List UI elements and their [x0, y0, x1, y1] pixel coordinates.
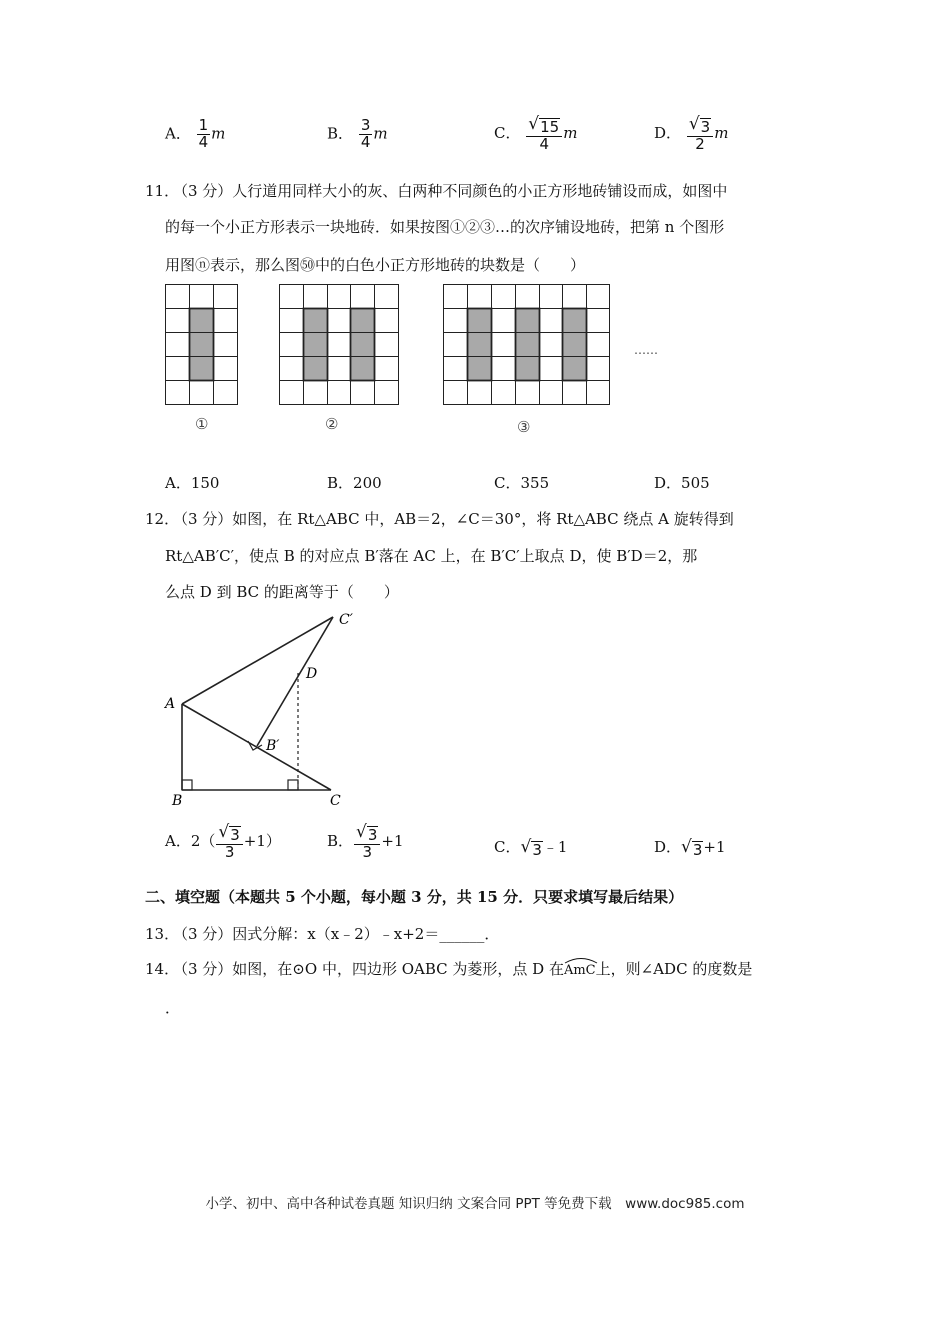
sqrt: √ 3: [356, 822, 378, 844]
fraction: √ 15 4: [526, 116, 562, 152]
q14-line1: （3 分）如图，在⊙O 中，四边形 OABC 为菱形，点 D 在 AmC上，则∠ADC 的度数是: [173, 958, 752, 979]
q12-option-b: B． √ 3 3 +1: [327, 822, 404, 861]
option-label: C．: [494, 124, 521, 143]
q12-option-c: C． √ 3 ﹣1: [494, 837, 568, 859]
q10-option-c: [494, 116, 577, 152]
q11-number: 11．: [145, 182, 180, 200]
figure-label-2: ②: [325, 415, 339, 433]
q11-option-a: A．150: [165, 474, 220, 492]
arc-cap-icon: [564, 956, 598, 964]
unit: m: [211, 124, 226, 143]
tile-figure-2: [280, 285, 399, 405]
fraction: √ 3 2: [687, 116, 713, 152]
segment-ac: [182, 704, 331, 790]
q11-line3: 用图ⓝ表示，那么图㊿中的白色小正方形地砖的块数是（ ）: [165, 256, 586, 274]
sqrt: √ 3: [681, 837, 703, 859]
q11-tile-figures: [160, 280, 680, 440]
point-label-d: D: [306, 666, 318, 682]
q12-option-a: A．2（ √ 3 3 +1）: [165, 822, 281, 861]
q11-option-c: C．355: [494, 474, 550, 492]
sqrt: √ 3: [688, 114, 711, 136]
q12-number: 12．: [145, 510, 180, 528]
tile-figure-1: [166, 285, 238, 405]
page-footer: 小学、初中、高中各种试卷真题 知识归纳 文案合同 PPT 等免费下载 www.doc985.com: [205, 1196, 745, 1212]
q12-line1: （3 分）如图，在 Rt△ABC 中，AB＝2，∠C＝30°，将 Rt△ABC 绕点 A 旋转得到: [173, 510, 734, 528]
fraction: √ 3 3: [354, 824, 380, 860]
option-label: A．: [165, 124, 191, 143]
section-2-title: 二、填空题（本题共 5 个小题，每小题 3 分，共 15 分．只要求填写最后结果）: [145, 888, 684, 906]
unit: m: [373, 124, 388, 143]
segment-b-prime-c-prime: [257, 617, 333, 746]
right-angle-foot: [288, 780, 298, 790]
q11-option-d: D．505: [654, 474, 710, 492]
q10-option-a: [165, 118, 225, 151]
q14-number: 14．: [145, 960, 180, 978]
point-label-a: A: [165, 696, 176, 712]
right-angle-b: [182, 780, 192, 790]
q14-line2: ．: [165, 999, 181, 1017]
q10-option-b: [327, 118, 388, 151]
q11-line1: （3 分）人行道用同样大小的灰、白两种不同颜色的小正方形地砖铺设而成，如图中: [173, 182, 728, 200]
sqrt: √ 3: [520, 837, 542, 859]
tile-figure-3: [444, 285, 610, 405]
point-label-b-prime: B′: [266, 738, 280, 754]
q12-triangle-figure: [160, 605, 380, 815]
q13-text: （3 分）因式分解：x（x﹣2）﹣x+2＝______．: [173, 925, 500, 943]
q12-option-d: D． √ 3 +1: [654, 837, 726, 859]
fraction: $\frac{1}{4}$: [198, 116, 209, 151]
q11-line2: 的每一个小正方形表示一块地砖．如果按图①②③…的次序铺设地砖，把第 n 个图形: [165, 218, 725, 236]
q11-option-b: B．200: [327, 474, 382, 492]
figure-label-3: ③: [517, 418, 531, 436]
q10-option-d: [654, 116, 728, 152]
option-label: D．: [654, 124, 682, 143]
q13-number: 13．: [145, 925, 180, 943]
option-label: B．: [327, 124, 354, 143]
unit: m: [563, 124, 578, 143]
sqrt: √ 3: [218, 822, 240, 844]
sqrt: √ 15: [528, 114, 560, 136]
fraction: $\frac{3}{4}$: [360, 116, 371, 151]
arc-symbol: AmC: [564, 959, 596, 978]
q12-line3: 么点 D 到 BC 的距离等于（ ）: [165, 583, 399, 601]
q12-line2: Rt△AB′C′，使点 B 的对应点 B′落在 AC 上，在 B′C′上取点 D，使 B′D＝2，那: [165, 547, 698, 565]
segment-ac-prime: [182, 617, 333, 704]
ellipsis: ……: [634, 343, 658, 357]
fraction: √ 3 3: [216, 824, 242, 860]
point-label-b: B: [172, 793, 183, 809]
figure-label-1: ①: [195, 415, 209, 433]
point-label-c-prime: C′: [339, 612, 353, 628]
point-label-c: C: [330, 793, 341, 809]
unit: m: [714, 124, 729, 143]
